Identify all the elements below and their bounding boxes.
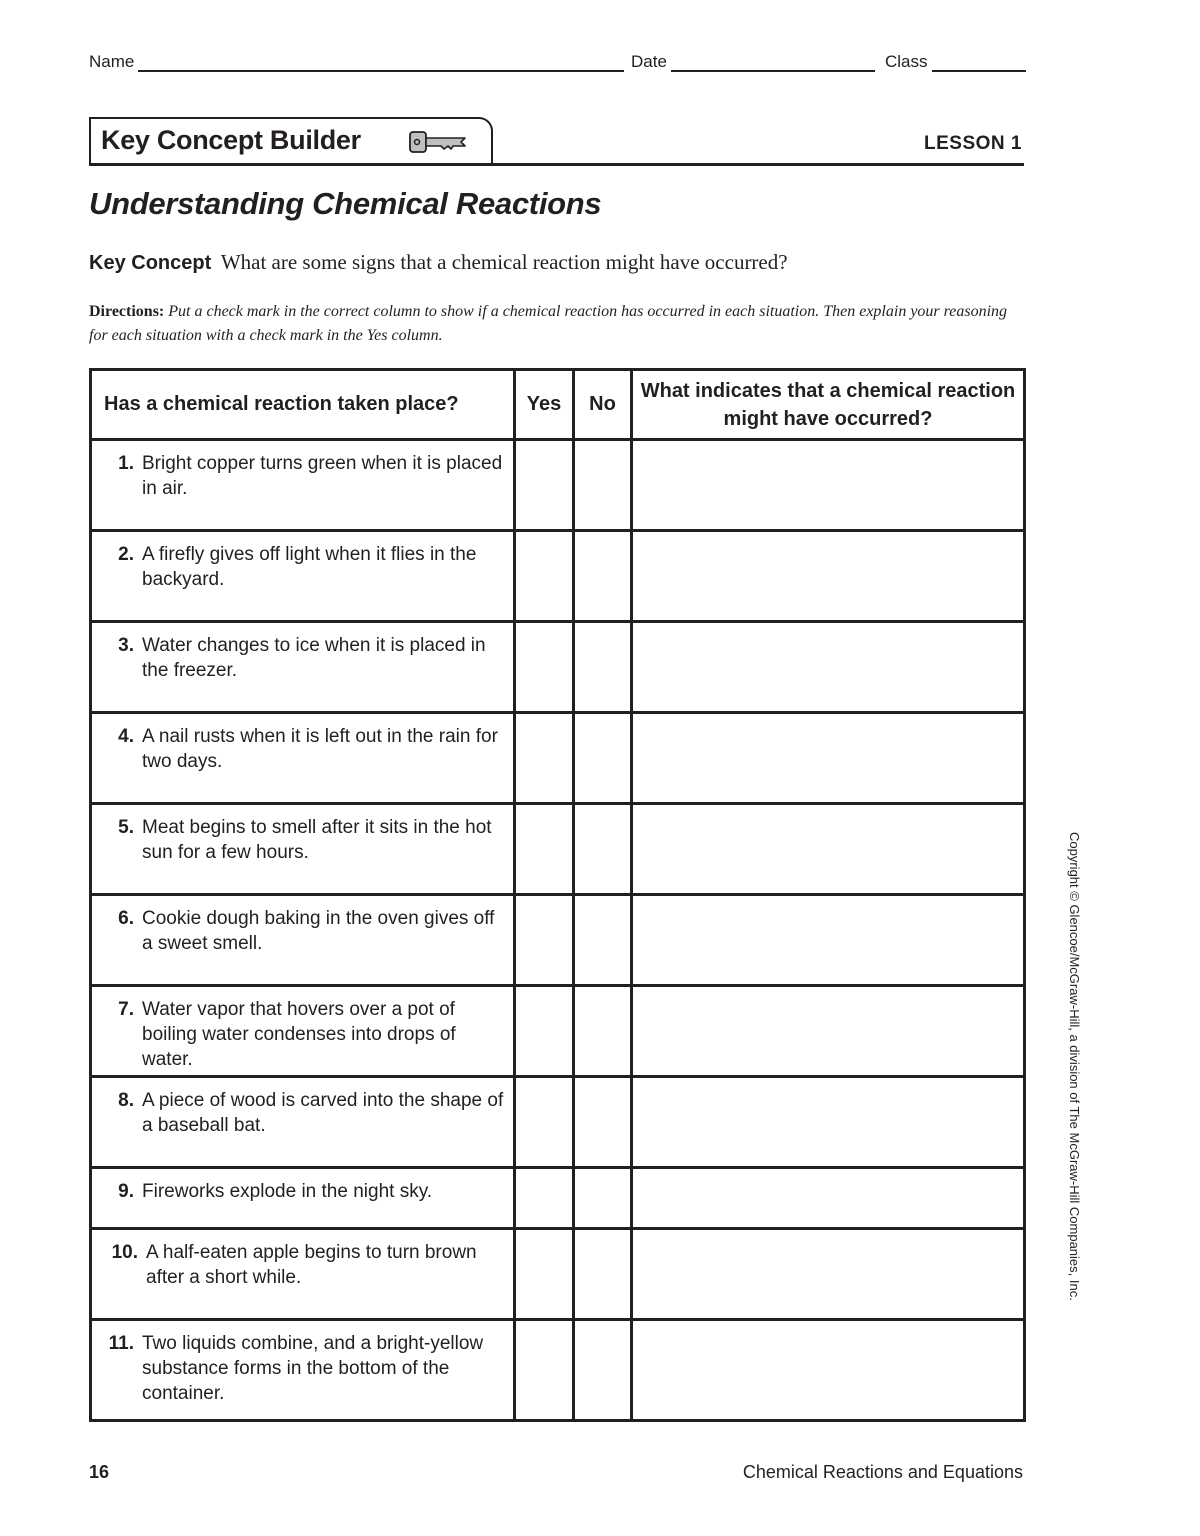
yes-cell[interactable] (515, 531, 574, 622)
date-label: Date (631, 52, 667, 71)
book-title: Chemical Reactions and Equations (742, 1462, 1023, 1482)
name-blank[interactable] (138, 54, 624, 72)
item-number: 9. (118, 1181, 134, 1202)
date-blank[interactable] (671, 54, 875, 72)
key-concept-builder-banner (89, 117, 1024, 167)
header-question: Has a chemical reaction taken place? (91, 370, 515, 440)
worksheet-table (89, 368, 1026, 1422)
explanation-cell[interactable] (632, 986, 1025, 1077)
no-cell[interactable] (574, 1077, 632, 1168)
header-yes: Yes (515, 370, 574, 440)
situation-text: Two liquids combine, and a bright-yellow substance forms in the bottom of the container. (142, 1333, 484, 1404)
header-indicator: What indicates that a chemical reaction might have occurred? (632, 370, 1025, 440)
table-header-row (91, 370, 1025, 440)
banner-title: Key Concept Builder (101, 125, 361, 155)
yes-cell[interactable] (515, 804, 574, 895)
explanation-cell[interactable] (632, 531, 1025, 622)
copyright-notice: Copyright © Glencoe/McGraw-Hill, a division of The McGraw-Hill Companies, Inc. (1067, 832, 1082, 1301)
no-cell[interactable] (574, 531, 632, 622)
class-blank[interactable] (932, 54, 1026, 72)
item-number: 8. (118, 1090, 134, 1111)
situation-text: A nail rusts when it is left out in the rain for two days. (142, 726, 498, 772)
class-label: Class (885, 52, 928, 71)
situation-text: A half-eaten apple begins to turn brown after a short while. (146, 1242, 477, 1288)
name-label: Name (89, 52, 135, 71)
item-number: 11. (108, 1333, 134, 1354)
no-cell[interactable] (574, 622, 632, 713)
page-title: Understanding Chemical Reactions (89, 186, 602, 221)
yes-cell[interactable] (515, 440, 574, 531)
explanation-cell[interactable] (632, 1168, 1025, 1229)
explanation-cell[interactable] (632, 804, 1025, 895)
explanation-cell[interactable] (632, 440, 1025, 531)
table-row (91, 713, 1025, 804)
situation-text: Cookie dough baking in the oven gives off a sweet smell. (142, 908, 495, 954)
no-cell[interactable] (574, 440, 632, 531)
no-cell[interactable] (574, 804, 632, 895)
table-row (91, 531, 1025, 622)
item-number: 4. (118, 726, 134, 747)
situation-text: Water changes to ice when it is placed in the freezer. (142, 635, 486, 681)
item-number: 2. (118, 544, 134, 565)
situation-cell (91, 895, 515, 986)
situation-cell (91, 1320, 515, 1421)
situation-text: Fireworks explode in the night sky. (142, 1181, 433, 1202)
no-cell[interactable] (574, 895, 632, 986)
directions (89, 300, 1029, 348)
yes-cell[interactable] (515, 895, 574, 986)
situation-cell (91, 804, 515, 895)
situation-cell (91, 1168, 515, 1229)
no-cell[interactable] (574, 1229, 632, 1320)
class-field (885, 52, 1026, 72)
no-cell[interactable] (574, 713, 632, 804)
header-no: No (574, 370, 632, 440)
situation-cell (91, 986, 515, 1077)
explanation-cell[interactable] (632, 1077, 1025, 1168)
situation-cell (91, 440, 515, 531)
yes-cell[interactable] (515, 1077, 574, 1168)
key-icon (409, 129, 469, 160)
situation-text: A firefly gives off light when it flies in the backyard. (142, 544, 477, 590)
no-cell[interactable] (574, 1320, 632, 1421)
explanation-cell[interactable] (632, 713, 1025, 804)
key-concept-label: Key Concept (89, 252, 212, 274)
name-field (89, 52, 624, 72)
table-row (91, 1320, 1025, 1421)
table-row (91, 1168, 1025, 1229)
situation-text: Bright copper turns green when it is placed in air. (142, 453, 503, 499)
table-row (91, 440, 1025, 531)
table-row (91, 1229, 1025, 1320)
situation-cell (91, 713, 515, 804)
explanation-cell[interactable] (632, 622, 1025, 713)
key-concept (89, 250, 788, 275)
item-number: 3. (118, 635, 134, 656)
yes-cell[interactable] (515, 1229, 574, 1320)
yes-cell[interactable] (515, 1168, 574, 1229)
item-number: 1. (118, 453, 134, 474)
table-row (91, 622, 1025, 713)
no-cell[interactable] (574, 1168, 632, 1229)
situation-text: Meat begins to smell after it sits in the hot sun for a few hours. (142, 817, 492, 863)
table-row (91, 895, 1025, 986)
item-number: 10. (111, 1242, 138, 1263)
explanation-cell[interactable] (632, 895, 1025, 986)
situation-cell (91, 531, 515, 622)
situation-text: A piece of wood is carved into the shape of a baseball bat. (142, 1090, 504, 1136)
no-cell[interactable] (574, 986, 632, 1077)
situation-text: Water vapor that hovers over a pot of boiling water condenses into drops of water. (142, 999, 456, 1070)
yes-cell[interactable] (515, 713, 574, 804)
yes-cell[interactable] (515, 986, 574, 1077)
yes-cell[interactable] (515, 622, 574, 713)
date-field (631, 52, 875, 72)
situation-cell (91, 1077, 515, 1168)
table-row (91, 1077, 1025, 1168)
yes-cell[interactable] (515, 1320, 574, 1421)
banner-rule (89, 163, 1024, 166)
situation-cell (91, 622, 515, 713)
situation-cell (91, 1229, 515, 1320)
page-number: 16 (89, 1462, 110, 1482)
key-concept-question: What are some signs that a chemical reaction might have occurred? (220, 250, 788, 274)
item-number: 7. (118, 999, 134, 1020)
item-number: 6. (118, 908, 134, 929)
table-row (91, 804, 1025, 895)
directions-text: Put a check mark in the correct column to show if a chemical reaction has occurred in each situation. Then explain your reasoning for each situation with a check mark in the Yes column. (89, 303, 1008, 344)
explanation-cell[interactable] (632, 1320, 1025, 1421)
table-row (91, 986, 1025, 1077)
lesson-label: LESSON 1 (924, 133, 1022, 154)
item-number: 5. (118, 817, 134, 838)
directions-label: Directions: (89, 303, 165, 320)
explanation-cell[interactable] (632, 1229, 1025, 1320)
